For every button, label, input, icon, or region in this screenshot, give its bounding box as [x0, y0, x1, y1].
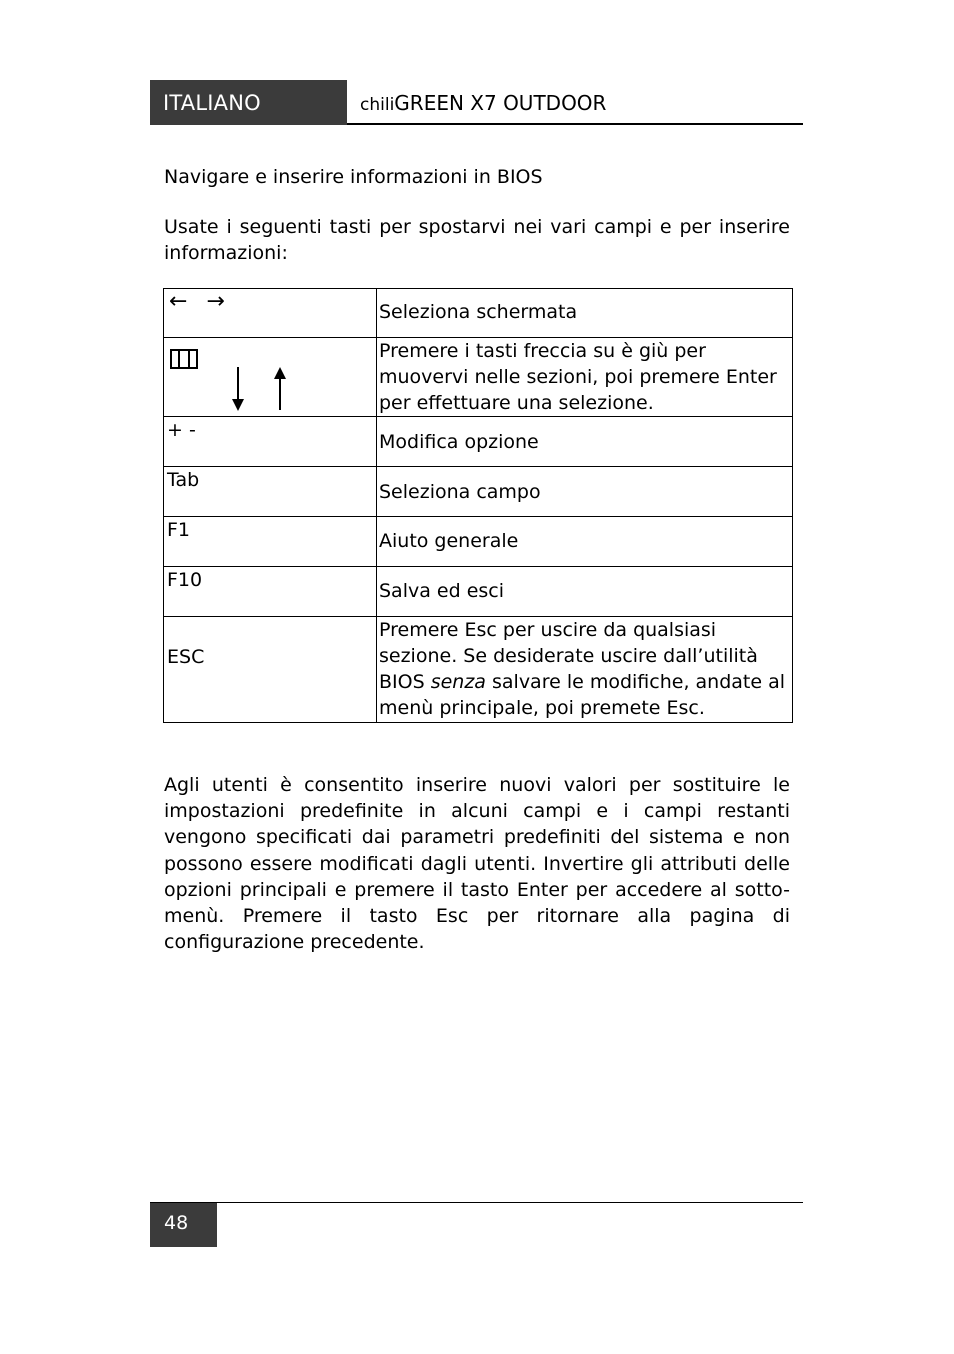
desc-cell: [377, 289, 793, 338]
desc-cell: [377, 467, 793, 517]
desc-cell: [377, 567, 793, 617]
desc-text: Seleziona schermata: [379, 301, 578, 323]
key-cell: [164, 338, 377, 417]
key-label: F1: [167, 519, 191, 541]
desc-text: Aiuto generale: [379, 530, 519, 552]
desc-text: Salva ed esci: [379, 580, 505, 602]
key-box-icon: [170, 349, 198, 369]
product-title-main: GREEN X7 OUTDOOR: [394, 91, 607, 115]
footer-rule: [150, 1202, 803, 1203]
desc-part: salvare le modifiche, andate al menù principale, poi premete: [379, 671, 786, 719]
table-row: [164, 617, 793, 723]
desc-text: Modifica opzione: [379, 431, 539, 453]
key-label: Tab: [167, 469, 200, 491]
enter-key-label: Enter: [725, 366, 777, 388]
page-number: 48: [150, 1203, 217, 1247]
product-title: [360, 91, 606, 115]
keys-table: [163, 288, 793, 723]
desc-cell: [377, 417, 793, 467]
table-row: [164, 517, 793, 567]
esc-key-label: Esc: [666, 697, 699, 719]
arrow-left-right-icon: ← →: [169, 289, 231, 314]
desc-text: Seleziona campo: [379, 481, 541, 503]
desc-emphasis: senza: [430, 671, 486, 693]
key-label: F10: [167, 569, 203, 591]
key-cell: [164, 467, 377, 517]
key-label: + -: [167, 419, 196, 441]
header-rule: [347, 123, 803, 125]
table-row: [164, 467, 793, 517]
table-row: [164, 417, 793, 467]
desc-text: [379, 617, 788, 721]
desc-part: per uscire da qualsiasi sezione. Se desiderate uscire dall’utilità BIOS: [379, 619, 758, 693]
key-label: ESC: [167, 646, 205, 668]
desc-part: .: [698, 697, 705, 719]
table-row: [164, 338, 793, 417]
esc-key-label: Esc: [464, 619, 497, 641]
intro-text: Usate i seguenti tasti per spostarvi nei vari campi e per inserire informazioni:: [164, 216, 790, 264]
key-cell: [164, 417, 377, 467]
desc-part: Premere i tasti freccia su è giù per muovervi nelle sezioni, poi premere: [379, 340, 726, 388]
key-cell: [164, 617, 377, 723]
section-title: Navigare e inserire informazioni in BIOS: [164, 166, 543, 188]
key-cell: [164, 567, 377, 617]
desc-cell: [377, 517, 793, 567]
product-title-prefix: chili: [360, 95, 395, 115]
table-row: [164, 567, 793, 617]
desc-cell: [377, 617, 793, 723]
desc-text: [379, 338, 788, 416]
desc-part: Premere: [379, 619, 465, 641]
desc-cell: [377, 338, 793, 417]
key-cell: [164, 289, 377, 338]
key-cell: [164, 517, 377, 567]
table-row: [164, 289, 793, 338]
body-paragraph: Agli utenti è consentito inserire nuovi valori per sostituire le impostazioni predefinite in alcuni campi e i campi restanti vengono specificati dai parametri predefiniti del sistema e non possono essere modificati dagli utenti. Invertire gli attributi delle opzioni principali e premere il tasto Enter per accedere al sotto-menù. Premere il tasto Esc per ritornare alla pagina di configurazione precedente.: [164, 774, 790, 954]
desc-part: per effettuare una selezione.: [379, 392, 654, 414]
arrow-down-up-icon: [230, 366, 290, 412]
language-tab: ITALIANO: [150, 80, 347, 125]
